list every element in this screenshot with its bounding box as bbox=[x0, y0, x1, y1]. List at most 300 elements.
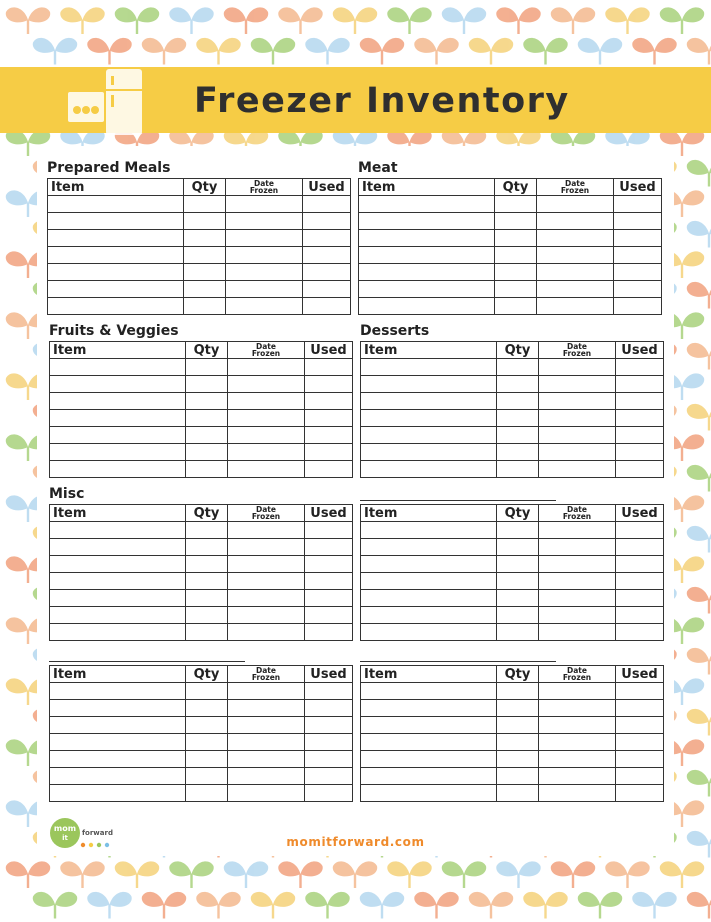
date-frozen-cell[interactable] bbox=[539, 683, 616, 700]
table-header-row bbox=[361, 342, 664, 359]
date-frozen-cell[interactable] bbox=[228, 359, 305, 376]
used-cell[interactable] bbox=[614, 298, 662, 315]
qty-cell[interactable] bbox=[497, 359, 539, 376]
qty-cell[interactable] bbox=[184, 247, 226, 264]
item-cell[interactable] bbox=[361, 624, 497, 641]
item-cell[interactable] bbox=[50, 700, 186, 717]
date-frozen-cell[interactable] bbox=[228, 461, 305, 478]
qty-cell[interactable] bbox=[186, 410, 228, 427]
date-frozen-cell[interactable] bbox=[228, 590, 305, 607]
item-cell[interactable] bbox=[50, 444, 186, 461]
inventory-table bbox=[360, 504, 664, 641]
qty-cell[interactable] bbox=[184, 281, 226, 298]
date-frozen-cell[interactable] bbox=[539, 393, 616, 410]
item-cell[interactable] bbox=[359, 264, 495, 281]
qty-cell[interactable] bbox=[497, 376, 539, 393]
date-header-line2: Frozen bbox=[562, 512, 592, 521]
date-frozen-cell[interactable] bbox=[228, 768, 305, 785]
qty-cell[interactable] bbox=[186, 359, 228, 376]
date-frozen-cell[interactable] bbox=[539, 522, 616, 539]
used-cell[interactable] bbox=[305, 444, 353, 461]
used-cell[interactable] bbox=[303, 247, 351, 264]
used-cell[interactable] bbox=[614, 230, 662, 247]
used-cell[interactable] bbox=[303, 264, 351, 281]
date-frozen-cell[interactable] bbox=[539, 410, 616, 427]
leaf-motif bbox=[305, 38, 349, 65]
used-cell[interactable] bbox=[303, 281, 351, 298]
date-frozen-cell[interactable] bbox=[537, 264, 614, 281]
table-row bbox=[359, 281, 662, 298]
item-cell[interactable] bbox=[361, 700, 497, 717]
used-cell[interactable] bbox=[305, 700, 353, 717]
qty-cell[interactable] bbox=[497, 590, 539, 607]
leaf-motif bbox=[33, 892, 77, 919]
used-cell[interactable] bbox=[305, 461, 353, 478]
qty-cell[interactable] bbox=[186, 590, 228, 607]
date-frozen-cell[interactable] bbox=[228, 751, 305, 768]
qty-cell[interactable] bbox=[186, 751, 228, 768]
used-cell[interactable] bbox=[305, 590, 353, 607]
used-cell[interactable] bbox=[616, 393, 664, 410]
date-frozen-cell[interactable] bbox=[539, 556, 616, 573]
item-cell[interactable] bbox=[48, 247, 184, 264]
qty-cell[interactable] bbox=[184, 264, 226, 281]
qty-cell[interactable] bbox=[184, 213, 226, 230]
qty-cell[interactable] bbox=[497, 444, 539, 461]
leaf-motif bbox=[6, 7, 50, 34]
item-cell[interactable] bbox=[50, 359, 186, 376]
date-header-line2: Frozen bbox=[562, 673, 592, 682]
used-cell[interactable] bbox=[616, 556, 664, 573]
qty-cell[interactable] bbox=[186, 734, 228, 751]
qty-cell[interactable] bbox=[186, 624, 228, 641]
qty-cell[interactable] bbox=[497, 751, 539, 768]
item-cell[interactable] bbox=[50, 768, 186, 785]
qty-cell[interactable] bbox=[497, 410, 539, 427]
leaf-motif bbox=[687, 282, 711, 309]
qty-cell[interactable] bbox=[497, 785, 539, 802]
date-header-line2: Frozen bbox=[251, 673, 281, 682]
used-cell[interactable] bbox=[616, 734, 664, 751]
item-cell[interactable] bbox=[50, 573, 186, 590]
item-cell[interactable] bbox=[48, 196, 184, 213]
qty-cell[interactable] bbox=[186, 768, 228, 785]
date-frozen-cell[interactable] bbox=[539, 700, 616, 717]
date-frozen-cell[interactable] bbox=[537, 213, 614, 230]
item-cell[interactable] bbox=[50, 734, 186, 751]
date-frozen-cell[interactable] bbox=[228, 539, 305, 556]
used-cell[interactable] bbox=[303, 196, 351, 213]
date-header-line2: Frozen bbox=[251, 349, 281, 358]
item-cell[interactable] bbox=[359, 230, 495, 247]
section-title-blank-line[interactable] bbox=[360, 500, 556, 501]
used-cell[interactable] bbox=[616, 785, 664, 802]
item-cell[interactable] bbox=[48, 213, 184, 230]
qty-cell[interactable] bbox=[495, 213, 537, 230]
column-header-qty: Qty bbox=[186, 505, 228, 522]
date-frozen-cell[interactable] bbox=[539, 444, 616, 461]
used-cell[interactable] bbox=[305, 393, 353, 410]
qty-cell[interactable] bbox=[186, 539, 228, 556]
date-frozen-cell[interactable] bbox=[539, 751, 616, 768]
item-cell[interactable] bbox=[50, 461, 186, 478]
used-cell[interactable] bbox=[305, 410, 353, 427]
item-cell[interactable] bbox=[361, 607, 497, 624]
used-cell[interactable] bbox=[616, 573, 664, 590]
item-cell[interactable] bbox=[50, 717, 186, 734]
item-cell[interactable] bbox=[361, 359, 497, 376]
item-cell[interactable] bbox=[359, 281, 495, 298]
used-cell[interactable] bbox=[616, 717, 664, 734]
used-cell[interactable] bbox=[616, 751, 664, 768]
date-frozen-cell[interactable] bbox=[228, 410, 305, 427]
qty-cell[interactable] bbox=[184, 196, 226, 213]
item-cell[interactable] bbox=[361, 768, 497, 785]
table-row bbox=[48, 281, 351, 298]
item-cell[interactable] bbox=[50, 785, 186, 802]
item-cell[interactable] bbox=[361, 683, 497, 700]
used-cell[interactable] bbox=[616, 539, 664, 556]
date-frozen-cell[interactable] bbox=[228, 717, 305, 734]
used-cell[interactable] bbox=[614, 213, 662, 230]
used-cell[interactable] bbox=[614, 281, 662, 298]
used-cell[interactable] bbox=[305, 751, 353, 768]
qty-cell[interactable] bbox=[495, 196, 537, 213]
qty-cell[interactable] bbox=[495, 298, 537, 315]
used-cell[interactable] bbox=[616, 590, 664, 607]
item-cell[interactable] bbox=[361, 717, 497, 734]
date-header-line1: Date bbox=[565, 179, 585, 188]
qty-cell[interactable] bbox=[186, 700, 228, 717]
qty-cell[interactable] bbox=[495, 230, 537, 247]
item-cell[interactable] bbox=[48, 298, 184, 315]
leaf-motif bbox=[469, 38, 513, 65]
qty-cell[interactable] bbox=[186, 573, 228, 590]
used-cell[interactable] bbox=[616, 768, 664, 785]
item-cell[interactable] bbox=[361, 539, 497, 556]
column-header-item: Item bbox=[361, 342, 497, 359]
used-cell[interactable] bbox=[616, 624, 664, 641]
table-row bbox=[50, 556, 353, 573]
used-cell[interactable] bbox=[616, 700, 664, 717]
used-cell[interactable] bbox=[616, 444, 664, 461]
used-cell[interactable] bbox=[614, 247, 662, 264]
item-cell[interactable] bbox=[361, 427, 497, 444]
table-row bbox=[359, 196, 662, 213]
date-frozen-cell[interactable] bbox=[226, 298, 303, 315]
qty-cell[interactable] bbox=[186, 376, 228, 393]
date-header-line1: Date bbox=[256, 342, 276, 351]
item-cell[interactable] bbox=[361, 393, 497, 410]
qty-cell[interactable] bbox=[186, 444, 228, 461]
used-cell[interactable] bbox=[305, 539, 353, 556]
used-cell[interactable] bbox=[305, 785, 353, 802]
item-cell[interactable] bbox=[50, 427, 186, 444]
qty-cell[interactable] bbox=[497, 700, 539, 717]
qty-cell[interactable] bbox=[497, 683, 539, 700]
used-cell[interactable] bbox=[303, 230, 351, 247]
qty-cell[interactable] bbox=[497, 461, 539, 478]
qty-cell[interactable] bbox=[184, 298, 226, 315]
date-frozen-cell[interactable] bbox=[226, 281, 303, 298]
used-cell[interactable] bbox=[305, 717, 353, 734]
item-cell[interactable] bbox=[50, 624, 186, 641]
table-row bbox=[50, 427, 353, 444]
table-row bbox=[361, 393, 664, 410]
leaf-motif bbox=[442, 7, 486, 34]
item-cell[interactable] bbox=[50, 683, 186, 700]
date-frozen-cell[interactable] bbox=[539, 539, 616, 556]
table-row bbox=[361, 376, 664, 393]
qty-cell[interactable] bbox=[495, 281, 537, 298]
column-header-date-frozen bbox=[539, 342, 616, 359]
date-frozen-cell[interactable] bbox=[537, 230, 614, 247]
used-cell[interactable] bbox=[616, 683, 664, 700]
date-frozen-cell[interactable] bbox=[539, 573, 616, 590]
table-row bbox=[50, 573, 353, 590]
used-cell[interactable] bbox=[305, 359, 353, 376]
column-header-used: Used bbox=[305, 666, 353, 683]
used-cell[interactable] bbox=[305, 768, 353, 785]
date-header-line1: Date bbox=[567, 342, 587, 351]
item-cell[interactable] bbox=[361, 573, 497, 590]
used-cell[interactable] bbox=[305, 607, 353, 624]
column-header-qty: Qty bbox=[184, 179, 226, 196]
qty-cell[interactable] bbox=[186, 461, 228, 478]
item-cell[interactable] bbox=[361, 785, 497, 802]
qty-cell[interactable] bbox=[186, 556, 228, 573]
date-frozen-cell[interactable] bbox=[226, 247, 303, 264]
qty-cell[interactable] bbox=[497, 734, 539, 751]
item-cell[interactable] bbox=[361, 751, 497, 768]
qty-cell[interactable] bbox=[497, 717, 539, 734]
date-frozen-cell[interactable] bbox=[228, 427, 305, 444]
inventory-table bbox=[49, 504, 353, 641]
date-frozen-cell[interactable] bbox=[539, 768, 616, 785]
table-row bbox=[361, 461, 664, 478]
column-header-date-frozen bbox=[228, 505, 305, 522]
table-header-row bbox=[359, 179, 662, 196]
qty-cell[interactable] bbox=[186, 785, 228, 802]
used-cell[interactable] bbox=[616, 359, 664, 376]
date-frozen-cell[interactable] bbox=[228, 785, 305, 802]
table-row bbox=[50, 522, 353, 539]
column-header-date-frozen bbox=[228, 342, 305, 359]
item-cell[interactable] bbox=[48, 230, 184, 247]
item-cell[interactable] bbox=[359, 247, 495, 264]
leaf-motif bbox=[523, 38, 567, 65]
used-cell[interactable] bbox=[305, 573, 353, 590]
item-cell[interactable] bbox=[361, 444, 497, 461]
used-cell[interactable] bbox=[616, 410, 664, 427]
leaf-motif bbox=[6, 861, 50, 888]
date-frozen-cell[interactable] bbox=[228, 376, 305, 393]
used-cell[interactable] bbox=[305, 624, 353, 641]
leaf-motif bbox=[414, 38, 458, 65]
page-title: Freezer Inventory bbox=[194, 81, 570, 121]
item-cell[interactable] bbox=[50, 556, 186, 573]
qty-cell[interactable] bbox=[186, 522, 228, 539]
item-cell[interactable] bbox=[50, 607, 186, 624]
column-header-item: Item bbox=[359, 179, 495, 196]
item-cell[interactable] bbox=[50, 539, 186, 556]
date-frozen-cell[interactable] bbox=[539, 734, 616, 751]
table-row bbox=[50, 734, 353, 751]
item-cell[interactable] bbox=[361, 556, 497, 573]
date-frozen-cell[interactable] bbox=[537, 298, 614, 315]
date-frozen-cell[interactable] bbox=[228, 624, 305, 641]
table-row bbox=[359, 298, 662, 315]
date-frozen-cell[interactable] bbox=[539, 624, 616, 641]
item-cell[interactable] bbox=[361, 734, 497, 751]
leaf-motif bbox=[33, 38, 77, 65]
date-frozen-cell[interactable] bbox=[228, 700, 305, 717]
used-cell[interactable] bbox=[303, 213, 351, 230]
item-cell[interactable] bbox=[359, 298, 495, 315]
table-row bbox=[361, 785, 664, 802]
date-frozen-cell[interactable] bbox=[537, 196, 614, 213]
date-frozen-cell[interactable] bbox=[539, 427, 616, 444]
date-frozen-cell[interactable] bbox=[228, 734, 305, 751]
date-frozen-cell[interactable] bbox=[537, 281, 614, 298]
item-cell[interactable] bbox=[48, 264, 184, 281]
used-cell[interactable] bbox=[303, 298, 351, 315]
website-link[interactable]: momitforward.com bbox=[286, 835, 425, 849]
date-frozen-cell[interactable] bbox=[539, 359, 616, 376]
qty-cell[interactable] bbox=[497, 539, 539, 556]
qty-cell[interactable] bbox=[186, 607, 228, 624]
column-header-date-frozen bbox=[228, 666, 305, 683]
date-frozen-cell[interactable] bbox=[228, 522, 305, 539]
date-frozen-cell[interactable] bbox=[226, 230, 303, 247]
date-frozen-cell[interactable] bbox=[539, 376, 616, 393]
date-frozen-cell[interactable] bbox=[228, 393, 305, 410]
date-frozen-cell[interactable] bbox=[539, 785, 616, 802]
table-row bbox=[50, 768, 353, 785]
used-cell[interactable] bbox=[616, 522, 664, 539]
date-frozen-cell[interactable] bbox=[228, 607, 305, 624]
date-frozen-cell[interactable] bbox=[539, 590, 616, 607]
qty-cell[interactable] bbox=[497, 427, 539, 444]
table-row bbox=[48, 196, 351, 213]
qty-cell[interactable] bbox=[497, 522, 539, 539]
date-frozen-cell[interactable] bbox=[228, 444, 305, 461]
qty-cell[interactable] bbox=[495, 264, 537, 281]
used-cell[interactable] bbox=[305, 427, 353, 444]
table-header-row bbox=[361, 505, 664, 522]
date-frozen-cell[interactable] bbox=[228, 683, 305, 700]
used-cell[interactable] bbox=[305, 556, 353, 573]
item-cell[interactable] bbox=[359, 213, 495, 230]
used-cell[interactable] bbox=[616, 607, 664, 624]
section-title-blank-line[interactable] bbox=[360, 661, 556, 662]
date-header-line1: Date bbox=[256, 505, 276, 514]
item-cell[interactable] bbox=[50, 590, 186, 607]
item-cell[interactable] bbox=[50, 410, 186, 427]
table-row bbox=[361, 683, 664, 700]
leaf-motif bbox=[360, 38, 404, 65]
leaf-motif bbox=[251, 892, 295, 919]
inventory-table bbox=[360, 665, 664, 802]
column-header-qty: Qty bbox=[497, 342, 539, 359]
used-cell[interactable] bbox=[616, 461, 664, 478]
item-cell[interactable] bbox=[361, 376, 497, 393]
qty-cell[interactable] bbox=[497, 607, 539, 624]
table-row bbox=[361, 556, 664, 573]
used-cell[interactable] bbox=[616, 427, 664, 444]
date-frozen-cell[interactable] bbox=[228, 573, 305, 590]
item-cell[interactable] bbox=[50, 522, 186, 539]
used-cell[interactable] bbox=[616, 376, 664, 393]
item-cell[interactable] bbox=[50, 393, 186, 410]
item-cell[interactable] bbox=[48, 281, 184, 298]
date-frozen-cell[interactable] bbox=[539, 461, 616, 478]
used-cell[interactable] bbox=[614, 264, 662, 281]
used-cell[interactable] bbox=[614, 196, 662, 213]
leaf-motif bbox=[687, 770, 711, 797]
date-frozen-cell[interactable] bbox=[226, 213, 303, 230]
qty-cell[interactable] bbox=[497, 556, 539, 573]
qty-cell[interactable] bbox=[495, 247, 537, 264]
table-row bbox=[361, 427, 664, 444]
table-row bbox=[50, 717, 353, 734]
item-cell[interactable] bbox=[361, 461, 497, 478]
date-header-line2: Frozen bbox=[560, 186, 590, 195]
qty-cell[interactable] bbox=[497, 624, 539, 641]
leaf-motif bbox=[632, 38, 676, 65]
item-cell[interactable] bbox=[361, 410, 497, 427]
date-header-line2: Frozen bbox=[249, 186, 279, 195]
leaf-motif bbox=[224, 7, 268, 34]
table-row bbox=[48, 298, 351, 315]
qty-cell[interactable] bbox=[186, 683, 228, 700]
used-cell[interactable] bbox=[305, 522, 353, 539]
table-row bbox=[361, 573, 664, 590]
qty-cell[interactable] bbox=[497, 573, 539, 590]
section-title-blank-line[interactable] bbox=[49, 661, 245, 662]
qty-cell[interactable] bbox=[497, 768, 539, 785]
table-row bbox=[50, 410, 353, 427]
date-frozen-cell[interactable] bbox=[228, 556, 305, 573]
qty-cell[interactable] bbox=[186, 427, 228, 444]
used-cell[interactable] bbox=[305, 734, 353, 751]
date-frozen-cell[interactable] bbox=[539, 717, 616, 734]
date-frozen-cell[interactable] bbox=[226, 264, 303, 281]
leaf-motif bbox=[278, 861, 322, 888]
qty-cell[interactable] bbox=[184, 230, 226, 247]
date-frozen-cell[interactable] bbox=[539, 607, 616, 624]
item-cell[interactable] bbox=[361, 522, 497, 539]
qty-cell[interactable] bbox=[186, 717, 228, 734]
section-title: Prepared Meals bbox=[47, 160, 171, 176]
item-cell[interactable] bbox=[361, 590, 497, 607]
used-cell[interactable] bbox=[305, 376, 353, 393]
table-row bbox=[359, 247, 662, 264]
qty-cell[interactable] bbox=[497, 393, 539, 410]
date-frozen-cell[interactable] bbox=[537, 247, 614, 264]
used-cell[interactable] bbox=[305, 683, 353, 700]
qty-cell[interactable] bbox=[186, 393, 228, 410]
item-cell[interactable] bbox=[359, 196, 495, 213]
table-row bbox=[361, 607, 664, 624]
table-row bbox=[50, 539, 353, 556]
table-row bbox=[359, 264, 662, 281]
item-cell[interactable] bbox=[50, 376, 186, 393]
inventory-table bbox=[47, 178, 351, 315]
item-cell[interactable] bbox=[50, 751, 186, 768]
leaf-motif bbox=[305, 892, 349, 919]
date-frozen-cell[interactable] bbox=[226, 196, 303, 213]
